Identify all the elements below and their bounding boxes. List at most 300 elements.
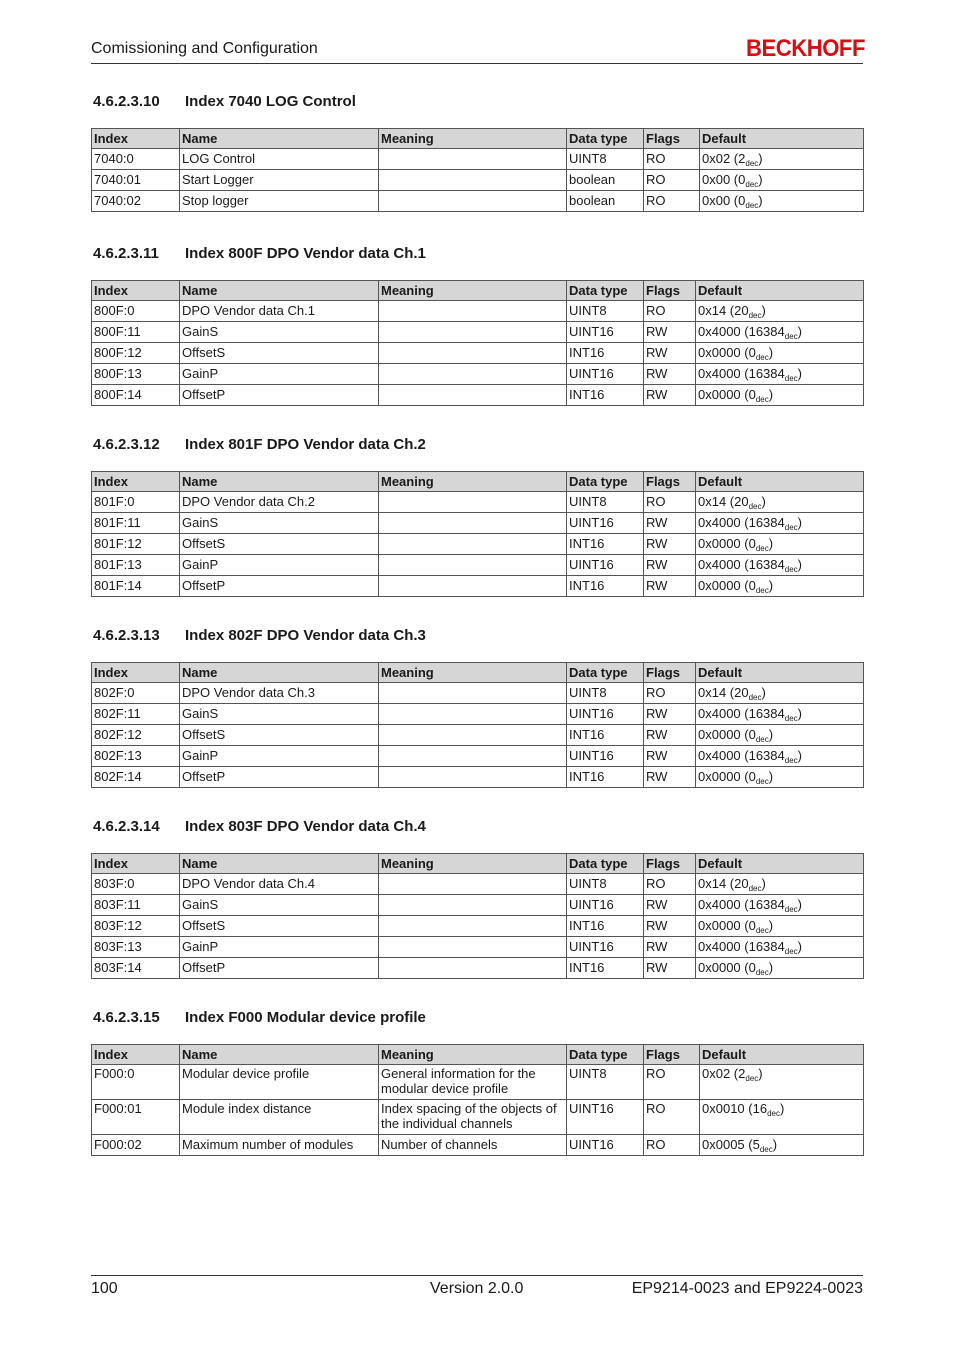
col-name-cell: GainP (180, 746, 379, 767)
object-table (91, 128, 864, 212)
col-meaning-cell (379, 555, 567, 576)
product-name: EP9214-0023 and EP9224-0023 (631, 1280, 863, 1297)
default-close-paren: ) (797, 557, 802, 572)
col-index-cell: 802F:13 (92, 746, 180, 767)
col-flags-cell: RW (644, 937, 696, 958)
footer-divider (91, 1275, 863, 1276)
column-header-meaning: Meaning (379, 281, 567, 301)
col-default-cell (700, 1135, 864, 1156)
table-row (92, 704, 864, 725)
col-data-type-cell: INT16 (567, 916, 644, 937)
table-row (92, 683, 864, 704)
dec-subscript: dec (748, 311, 762, 320)
col-name-cell: OffsetS (180, 725, 379, 746)
col-meaning-cell (379, 576, 567, 597)
default-close-paren: ) (768, 727, 774, 742)
col-flags-cell: RW (644, 555, 696, 576)
col-index-cell: 800F:14 (92, 385, 180, 406)
col-flags-cell: RW (644, 576, 696, 597)
column-header-default: Default (696, 281, 864, 301)
col-meaning-cell (379, 895, 567, 916)
default-close-paren: ) (779, 1101, 785, 1116)
default-value: 0x4000 (16384 (698, 324, 785, 339)
col-flags-cell: RW (644, 704, 696, 725)
col-index-cell: 801F:0 (92, 492, 180, 513)
col-name-cell: GainP (180, 555, 379, 576)
dec-subscript: dec (755, 395, 769, 404)
col-meaning-cell: Number of channels (379, 1135, 567, 1156)
col-index-cell: 803F:12 (92, 916, 180, 937)
col-meaning-cell (379, 767, 567, 788)
col-default-cell (700, 149, 864, 170)
col-index-cell: 800F:12 (92, 343, 180, 364)
column-header-data-type: Data type (567, 129, 644, 149)
col-index-cell: 801F:13 (92, 555, 180, 576)
default-value: 0x00 (0 (702, 193, 746, 208)
default-close-paren: ) (797, 748, 802, 763)
table-row (92, 555, 864, 576)
col-flags-cell: RW (644, 343, 696, 364)
section (91, 435, 863, 597)
table-row (92, 958, 864, 979)
dec-subscript: dec (755, 968, 769, 977)
col-flags-cell: RW (644, 725, 696, 746)
table-row (92, 937, 864, 958)
table-header-row (92, 663, 864, 683)
column-header-default: Default (696, 663, 864, 683)
default-close-paren: ) (797, 515, 802, 530)
table-row (92, 513, 864, 534)
col-flags-cell: RO (644, 492, 696, 513)
default-value: 0x4000 (16384 (698, 897, 785, 912)
col-meaning-cell (379, 534, 567, 555)
section-number: 4.6.2.3.10 (93, 93, 160, 110)
col-default-cell (700, 1065, 864, 1100)
col-data-type-cell: UINT8 (567, 149, 644, 170)
col-meaning-cell (379, 170, 567, 191)
column-header-data-type: Data type (567, 663, 644, 683)
col-index-cell: 800F:13 (92, 364, 180, 385)
header-divider (91, 63, 863, 64)
col-data-type-cell: UINT16 (567, 513, 644, 534)
section-title: Index 800F DPO Vendor data Ch.1 (185, 245, 426, 262)
column-header-flags: Flags (644, 663, 696, 683)
col-flags-cell: RW (644, 895, 696, 916)
table-row (92, 385, 864, 406)
col-flags-cell: RO (644, 191, 700, 212)
col-name-cell: OffsetP (180, 385, 379, 406)
table-row (92, 534, 864, 555)
column-header-name: Name (180, 281, 379, 301)
column-header-default: Default (700, 1045, 864, 1065)
dec-subscript: dec (755, 586, 769, 595)
col-data-type-cell: UINT16 (567, 364, 644, 385)
col-index-cell: 800F:0 (92, 301, 180, 322)
col-default-cell (696, 767, 864, 788)
section-number: 4.6.2.3.12 (93, 436, 160, 453)
col-index-cell: 802F:12 (92, 725, 180, 746)
default-close-paren: ) (758, 1066, 763, 1081)
section-heading (91, 244, 863, 264)
table-row (92, 576, 864, 597)
col-meaning-cell (379, 958, 567, 979)
section-title: Index 7040 LOG Control (185, 93, 356, 110)
default-value: 0x14 (20 (698, 303, 749, 318)
col-data-type-cell: INT16 (567, 958, 644, 979)
col-index-cell: 801F:14 (92, 576, 180, 597)
section-number: 4.6.2.3.11 (93, 245, 159, 262)
page-number: 100 (91, 1280, 118, 1297)
section-heading (91, 817, 863, 837)
default-close-paren: ) (761, 685, 766, 700)
column-header-meaning: Meaning (379, 663, 567, 683)
col-name-cell: Modular device profile (180, 1065, 379, 1100)
dec-subscript: dec (745, 1074, 759, 1083)
default-close-paren: ) (768, 345, 774, 360)
col-data-type-cell: UINT8 (567, 301, 644, 322)
col-flags-cell: RW (644, 322, 696, 343)
col-flags-cell: RO (644, 1065, 700, 1100)
default-value: 0x4000 (16384 (698, 706, 785, 721)
col-data-type-cell: UINT16 (567, 1135, 644, 1156)
col-flags-cell: RO (644, 149, 700, 170)
dec-subscript: dec (784, 905, 798, 914)
column-header-flags: Flags (644, 854, 696, 874)
col-data-type-cell: UINT8 (567, 874, 644, 895)
table-row (92, 1135, 864, 1156)
default-close-paren: ) (758, 172, 763, 187)
col-default-cell (696, 746, 864, 767)
default-value: 0x0000 (0 (698, 387, 756, 402)
col-flags-cell: RW (644, 746, 696, 767)
header-title: Comissioning and Configuration (91, 40, 318, 57)
column-header-flags: Flags (644, 1045, 700, 1065)
default-value: 0x0010 (16 (702, 1101, 768, 1116)
col-meaning-cell (379, 364, 567, 385)
table-row (92, 492, 864, 513)
column-header-name: Name (180, 854, 379, 874)
object-table (91, 280, 864, 406)
col-flags-cell: RO (644, 301, 696, 322)
default-value: 0x02 (2 (702, 151, 746, 166)
col-name-cell: DPO Vendor data Ch.1 (180, 301, 379, 322)
column-header-flags: Flags (644, 472, 696, 492)
table-row (92, 895, 864, 916)
col-data-type-cell: INT16 (567, 343, 644, 364)
col-index-cell: 801F:11 (92, 513, 180, 534)
default-close-paren: ) (797, 366, 802, 381)
default-close-paren: ) (768, 578, 774, 593)
dec-subscript: dec (784, 523, 798, 532)
col-name-cell: DPO Vendor data Ch.3 (180, 683, 379, 704)
col-name-cell: OffsetP (180, 576, 379, 597)
column-header-data-type: Data type (567, 1045, 644, 1065)
default-close-paren: ) (797, 939, 802, 954)
default-value: 0x02 (2 (702, 1066, 746, 1081)
col-name-cell: Maximum number of modules (180, 1135, 379, 1156)
table-row (92, 322, 864, 343)
dec-subscript: dec (745, 159, 759, 168)
default-value: 0x0000 (0 (698, 345, 756, 360)
column-header-index: Index (92, 281, 180, 301)
col-default-cell (696, 895, 864, 916)
col-data-type-cell: INT16 (567, 725, 644, 746)
col-name-cell: GainP (180, 364, 379, 385)
col-meaning-cell (379, 683, 567, 704)
default-value: 0x0000 (0 (698, 578, 756, 593)
column-header-default: Default (700, 129, 864, 149)
col-flags-cell: RO (644, 874, 696, 895)
col-default-cell (700, 1100, 864, 1135)
table-row (92, 1100, 864, 1135)
column-header-meaning: Meaning (379, 854, 567, 874)
column-header-name: Name (180, 1045, 379, 1065)
col-default-cell (700, 191, 864, 212)
col-index-cell: 803F:11 (92, 895, 180, 916)
column-header-meaning: Meaning (379, 472, 567, 492)
col-default-cell (696, 874, 864, 895)
section-heading (91, 435, 863, 455)
default-close-paren: ) (772, 1137, 778, 1152)
table-header-row (92, 854, 864, 874)
table-row (92, 1065, 864, 1100)
table-row (92, 767, 864, 788)
col-flags-cell: RO (644, 1100, 700, 1135)
col-default-cell (696, 513, 864, 534)
default-close-paren: ) (761, 494, 766, 509)
col-meaning-cell (379, 492, 567, 513)
column-header-index: Index (92, 472, 180, 492)
default-value: 0x0000 (0 (698, 727, 756, 742)
default-value: 0x4000 (16384 (698, 557, 785, 572)
default-close-paren: ) (768, 960, 774, 975)
table-row (92, 301, 864, 322)
default-value: 0x4000 (16384 (698, 939, 785, 954)
section-heading (91, 92, 863, 112)
default-close-paren: ) (797, 324, 802, 339)
column-header-index: Index (92, 854, 180, 874)
section-heading (91, 1008, 863, 1028)
section (91, 817, 863, 979)
col-data-type-cell: UINT16 (567, 937, 644, 958)
col-index-cell: 7040:02 (92, 191, 180, 212)
dec-subscript: dec (784, 565, 798, 574)
default-value: 0x0000 (0 (698, 918, 756, 933)
col-index-cell: 802F:14 (92, 767, 180, 788)
col-data-type-cell: UINT16 (567, 1100, 644, 1135)
default-close-paren: ) (761, 303, 766, 318)
section-number: 4.6.2.3.13 (93, 627, 160, 644)
col-name-cell: Start Logger (180, 170, 379, 191)
default-close-paren: ) (797, 897, 802, 912)
table-header-row (92, 1045, 864, 1065)
col-index-cell: 802F:0 (92, 683, 180, 704)
col-flags-cell: RW (644, 916, 696, 937)
col-meaning-cell: Index spacing of the objects of the individual channels (379, 1100, 567, 1135)
section-title: Index F000 Modular device profile (185, 1009, 426, 1026)
default-value: 0x0000 (0 (698, 536, 756, 551)
default-value: 0x0005 (5 (702, 1137, 760, 1152)
col-default-cell (696, 492, 864, 513)
col-default-cell (696, 958, 864, 979)
table-header-row (92, 281, 864, 301)
col-name-cell: OffsetP (180, 767, 379, 788)
col-name-cell: LOG Control (180, 149, 379, 170)
dec-subscript: dec (755, 926, 769, 935)
col-index-cell: 800F:11 (92, 322, 180, 343)
col-index-cell: 7040:0 (92, 149, 180, 170)
column-header-data-type: Data type (567, 281, 644, 301)
column-header-meaning: Meaning (379, 1045, 567, 1065)
column-header-meaning: Meaning (379, 129, 567, 149)
column-header-flags: Flags (644, 281, 696, 301)
col-data-type-cell: INT16 (567, 534, 644, 555)
col-index-cell: F000:0 (92, 1065, 180, 1100)
col-meaning-cell (379, 937, 567, 958)
col-data-type-cell: UINT16 (567, 555, 644, 576)
col-meaning-cell: General information for the modular device profile (379, 1065, 567, 1100)
col-default-cell (696, 576, 864, 597)
col-name-cell: OffsetS (180, 916, 379, 937)
section-number: 4.6.2.3.14 (93, 818, 160, 835)
col-meaning-cell (379, 725, 567, 746)
col-name-cell: OffsetS (180, 343, 379, 364)
col-flags-cell: RW (644, 385, 696, 406)
section-title: Index 802F DPO Vendor data Ch.3 (185, 627, 426, 644)
table-row (92, 746, 864, 767)
col-meaning-cell (379, 191, 567, 212)
default-close-paren: ) (758, 151, 763, 166)
col-default-cell (696, 343, 864, 364)
col-flags-cell: RW (644, 364, 696, 385)
default-close-paren: ) (768, 387, 774, 402)
default-value: 0x14 (20 (698, 876, 749, 891)
col-index-cell: F000:01 (92, 1100, 180, 1135)
col-data-type-cell: UINT8 (567, 1065, 644, 1100)
col-meaning-cell (379, 322, 567, 343)
default-value: 0x0000 (0 (698, 769, 756, 784)
object-table (91, 1044, 864, 1156)
default-value: 0x4000 (16384 (698, 515, 785, 530)
col-index-cell: 802F:11 (92, 704, 180, 725)
table-header-row (92, 129, 864, 149)
section (91, 92, 863, 212)
col-data-type-cell: boolean (567, 191, 644, 212)
default-value: 0x4000 (16384 (698, 366, 785, 381)
column-header-default: Default (696, 472, 864, 492)
col-flags-cell: RW (644, 513, 696, 534)
col-name-cell: GainS (180, 322, 379, 343)
col-meaning-cell (379, 916, 567, 937)
section-title: Index 803F DPO Vendor data Ch.4 (185, 818, 426, 835)
default-close-paren: ) (761, 876, 766, 891)
dec-subscript: dec (759, 1145, 773, 1154)
object-table (91, 853, 864, 979)
table-row (92, 725, 864, 746)
col-name-cell: GainS (180, 513, 379, 534)
table-row (92, 191, 864, 212)
default-close-paren: ) (797, 706, 802, 721)
col-name-cell: OffsetS (180, 534, 379, 555)
col-data-type-cell: UINT16 (567, 746, 644, 767)
dec-subscript: dec (748, 693, 762, 702)
col-default-cell (696, 937, 864, 958)
col-data-type-cell: UINT16 (567, 322, 644, 343)
default-close-paren: ) (768, 918, 774, 933)
col-name-cell: DPO Vendor data Ch.2 (180, 492, 379, 513)
column-header-data-type: Data type (567, 854, 644, 874)
col-flags-cell: RW (644, 958, 696, 979)
col-data-type-cell: UINT16 (567, 704, 644, 725)
dec-subscript: dec (784, 374, 798, 383)
column-header-flags: Flags (644, 129, 700, 149)
dec-subscript: dec (748, 502, 762, 511)
col-name-cell: DPO Vendor data Ch.4 (180, 874, 379, 895)
col-name-cell: GainS (180, 704, 379, 725)
default-value: 0x14 (20 (698, 685, 749, 700)
col-meaning-cell (379, 513, 567, 534)
col-index-cell: 803F:0 (92, 874, 180, 895)
dec-subscript: dec (745, 180, 759, 189)
col-default-cell (696, 322, 864, 343)
dec-subscript: dec (784, 947, 798, 956)
col-flags-cell: RO (644, 1135, 700, 1156)
default-close-paren: ) (768, 769, 774, 784)
col-index-cell: 7040:01 (92, 170, 180, 191)
section (91, 626, 863, 788)
col-meaning-cell (379, 874, 567, 895)
section (91, 244, 863, 406)
section (91, 1008, 863, 1156)
dec-subscript: dec (745, 201, 759, 210)
col-data-type-cell: UINT8 (567, 683, 644, 704)
col-name-cell: OffsetP (180, 958, 379, 979)
dec-subscript: dec (784, 332, 798, 341)
table-row (92, 170, 864, 191)
col-data-type-cell: INT16 (567, 385, 644, 406)
section-title: Index 801F DPO Vendor data Ch.2 (185, 436, 426, 453)
dec-subscript: dec (767, 1109, 780, 1118)
object-table (91, 471, 864, 597)
col-flags-cell: RO (644, 170, 700, 191)
table-row (92, 364, 864, 385)
col-data-type-cell: INT16 (567, 576, 644, 597)
dec-subscript: dec (784, 756, 798, 765)
column-header-name: Name (180, 663, 379, 683)
col-meaning-cell (379, 149, 567, 170)
column-header-index: Index (92, 663, 180, 683)
default-value: 0x00 (0 (702, 172, 746, 187)
col-index-cell: 803F:14 (92, 958, 180, 979)
col-data-type-cell: UINT8 (567, 492, 644, 513)
col-default-cell (696, 683, 864, 704)
column-header-default: Default (696, 854, 864, 874)
col-meaning-cell (379, 385, 567, 406)
col-meaning-cell (379, 704, 567, 725)
column-header-name: Name (180, 129, 379, 149)
table-row (92, 916, 864, 937)
object-table (91, 662, 864, 788)
col-index-cell: 801F:12 (92, 534, 180, 555)
col-data-type-cell: UINT16 (567, 895, 644, 916)
col-default-cell (696, 916, 864, 937)
table-header-row (92, 472, 864, 492)
dec-subscript: dec (755, 777, 769, 786)
dec-subscript: dec (784, 714, 798, 723)
default-close-paren: ) (758, 193, 763, 208)
col-index-cell: 803F:13 (92, 937, 180, 958)
col-default-cell (696, 364, 864, 385)
